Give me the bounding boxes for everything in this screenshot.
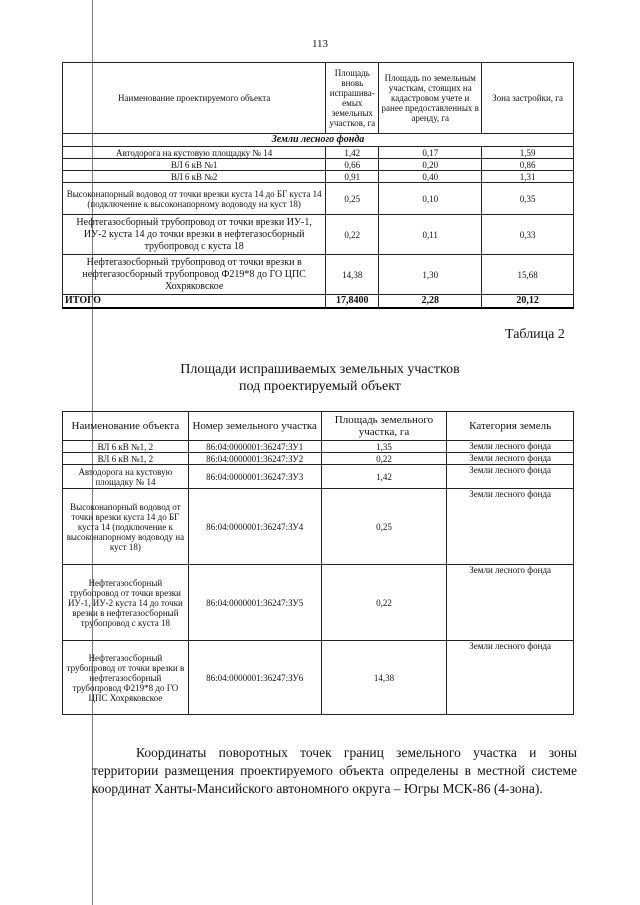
plot-area-cell: 0,25 <box>321 489 447 565</box>
table-row <box>63 183 574 215</box>
lease-area-cell: 0,11 <box>379 215 482 255</box>
object-name-cell: Автодорога на кустовую площадку № 14 <box>63 147 326 159</box>
new-area-cell: 14,38 <box>326 255 379 295</box>
table-caption-line-1: Площади испрашиваемых земельных участков <box>180 362 460 377</box>
column-header: Площадь земельного участка, га <box>321 412 447 441</box>
table-number-label: Таблица 2 <box>505 327 565 342</box>
land-category-cell: Земли лесного фонда <box>447 565 574 641</box>
plot-area-cell: 0,22 <box>321 453 447 465</box>
column-header: Наименование проектируемого объекта <box>63 63 326 134</box>
land-area-summary-table <box>62 62 574 309</box>
table-row <box>63 171 574 183</box>
object-name-cell: ВЛ 6 кВ №1, 2 <box>63 453 189 465</box>
object-name-cell: Нефтегазосборный трубопровод от точки врезки ИУ-1, ИУ-2 куста 14 до точки врезки в нефтегазосборный трубопровод с куста 18 <box>63 215 326 255</box>
plot-number-cell: 86:04:0000001:36247:ЗУ3 <box>188 465 321 489</box>
object-name-cell: Нефтегазосборный трубопровод от точки врезки ИУ-1, ИУ-2 куста 14 до точки врезки в нефтегазосборный трубопровод с куста 18 <box>63 565 189 641</box>
total-label: ИТОГО <box>63 295 326 309</box>
table-row <box>63 565 574 641</box>
plot-area-cell: 14,38 <box>321 641 447 715</box>
table-header-row <box>63 63 574 134</box>
plot-number-cell: 86:04:0000001:36247:ЗУ4 <box>188 489 321 565</box>
column-header: Площадь вновь испрашива-емых земельных участков, га <box>326 63 379 134</box>
column-header: Наименование объекта <box>63 412 189 441</box>
table-row <box>63 441 574 453</box>
column-header: Категория земель <box>447 412 574 441</box>
plot-number-cell: 86:04:0000001:36247:ЗУ2 <box>188 453 321 465</box>
zone-area-cell: 0,86 <box>482 159 574 171</box>
land-category-cell: Земли лесного фонда <box>447 465 574 489</box>
new-area-cell: 0,22 <box>326 215 379 255</box>
plot-area-cell: 1,42 <box>321 465 447 489</box>
table-caption-line-2: под проектируемый объект <box>239 379 401 394</box>
column-header: Площадь по земельным участкам, стоящих на кадастровом учете и ранее предоставленных в аренду, га <box>379 63 482 134</box>
new-area-cell: 0,66 <box>326 159 379 171</box>
total-new-area: 17,8400 <box>326 295 379 309</box>
total-row <box>63 295 574 309</box>
section-title: Земли лесного фонда <box>63 134 574 147</box>
object-name-cell: ВЛ 6 кВ №1, 2 <box>63 441 189 453</box>
total-zone-area: 20,12 <box>482 295 574 309</box>
object-name-cell: ВЛ 6 кВ №1 <box>63 159 326 171</box>
table-row <box>63 453 574 465</box>
table-row <box>63 159 574 171</box>
new-area-cell: 0,25 <box>326 183 379 215</box>
table-row <box>63 641 574 715</box>
zone-area-cell: 0,33 <box>482 215 574 255</box>
plot-number-cell: 86:04:0000001:36247:ЗУ6 <box>188 641 321 715</box>
page-number: 113 <box>311 38 329 50</box>
new-area-cell: 0,91 <box>326 171 379 183</box>
land-category-cell: Земли лесного фонда <box>447 489 574 565</box>
zone-area-cell: 15,68 <box>482 255 574 295</box>
plot-area-cell: 1,35 <box>321 441 447 453</box>
column-header: Номер земельного участка <box>188 412 321 441</box>
section-row <box>63 134 574 147</box>
table-row <box>63 215 574 255</box>
object-name-cell: Высоконапорный водовод от точки врезки куста 14 до БГ куста 14 (подключение к высоконапорному водоводу на куст 18) <box>63 183 326 215</box>
table-row <box>63 255 574 295</box>
land-category-cell: Земли лесного фонда <box>447 641 574 715</box>
zone-area-cell: 1,31 <box>482 171 574 183</box>
land-category-cell: Земли лесного фонда <box>447 453 574 465</box>
object-name-cell: Автодорога на кустовую площадку № 14 <box>63 465 189 489</box>
plot-number-cell: 86:04:0000001:36247:ЗУ1 <box>188 441 321 453</box>
lease-area-cell: 1,30 <box>379 255 482 295</box>
lease-area-cell: 0,20 <box>379 159 482 171</box>
zone-area-cell: 1,59 <box>482 147 574 159</box>
table-row <box>63 489 574 565</box>
lease-area-cell: 0,40 <box>379 171 482 183</box>
table-header-row <box>63 412 574 441</box>
plot-number-cell: 86:04:0000001:36247:ЗУ5 <box>188 565 321 641</box>
total-lease-area: 2,28 <box>379 295 482 309</box>
land-plots-table <box>62 411 574 715</box>
coordinate-system-paragraph: Координаты поворотных точек границ земельного участка и зоны территории размещения проектируемого объекта определены в местной системе координат Ханты-Мансийского автономного округа – Югры МСК-86 (4-зона). <box>92 745 577 796</box>
object-name-cell: Нефтегазосборный трубопровод от точки врезки в нефтегазосборный трубопровод Ф219*8 до ГО ЦПС Хохряковское <box>63 255 326 295</box>
lease-area-cell: 0,10 <box>379 183 482 215</box>
table-row <box>63 147 574 159</box>
table-row <box>63 465 574 489</box>
object-name-cell: ВЛ 6 кВ №2 <box>63 171 326 183</box>
column-header: Зона застройки, га <box>482 63 574 134</box>
zone-area-cell: 0,35 <box>482 183 574 215</box>
lease-area-cell: 0,17 <box>379 147 482 159</box>
new-area-cell: 1,42 <box>326 147 379 159</box>
object-name-cell: Нефтегазосборный трубопровод от точки врезки в нефтегазосборный трубопровод Ф219*8 до ГО ЦПС Хохряковское <box>63 641 189 715</box>
object-name-cell: Высоконапорный водовод от точки врезки куста 14 до БГ куста 14 (подключение к высоконапорному водоводу на куст 18) <box>63 489 189 565</box>
plot-area-cell: 0,22 <box>321 565 447 641</box>
land-category-cell: Земли лесного фонда <box>447 441 574 453</box>
